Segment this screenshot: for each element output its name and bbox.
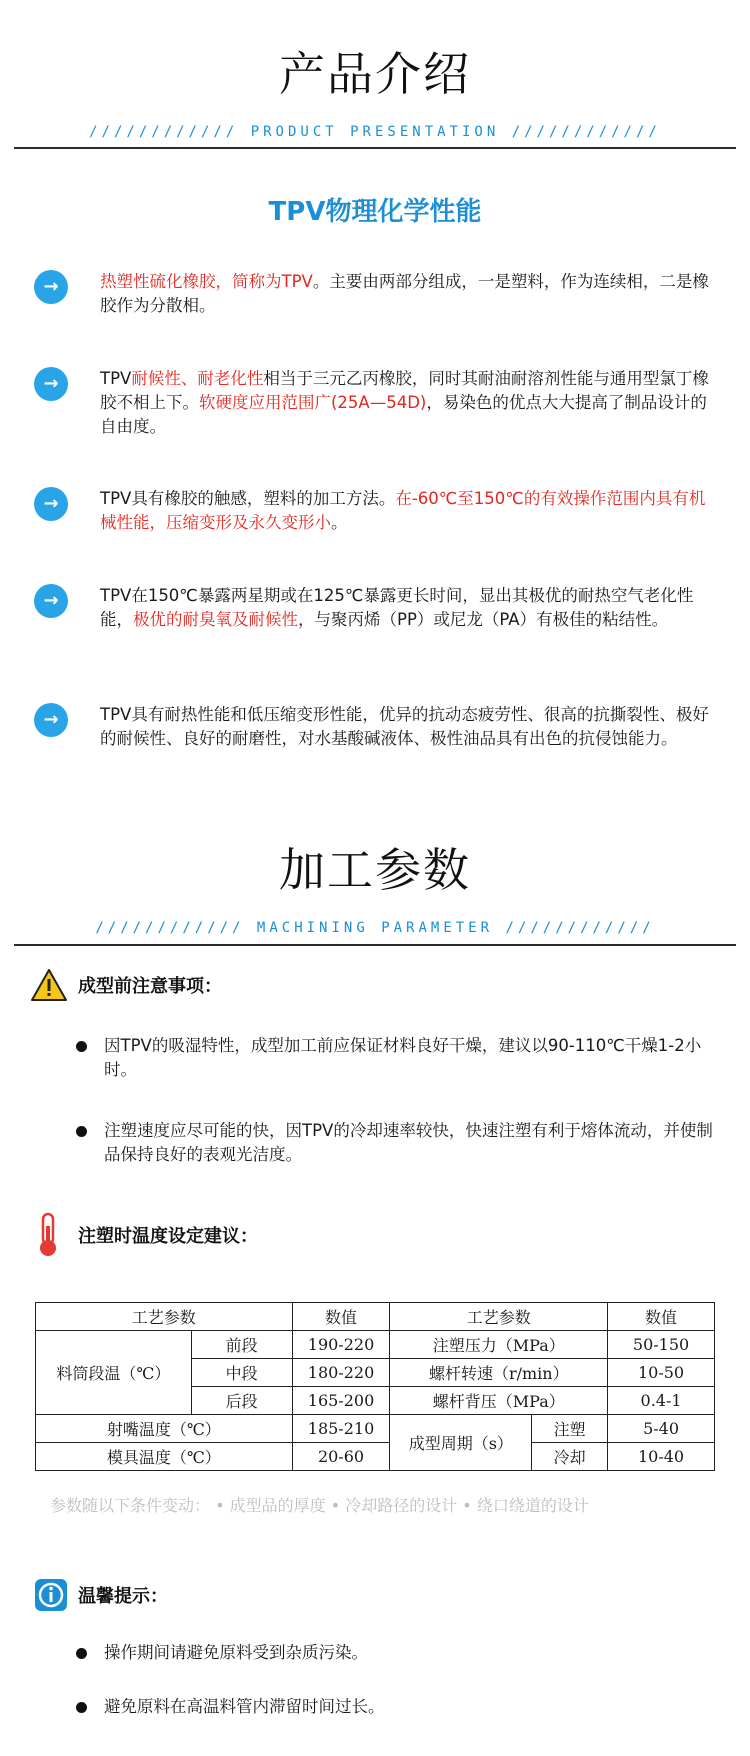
- product-section-title: 产品介绍: [279, 47, 471, 101]
- property-text: [100, 270, 720, 318]
- highlight-text: 耐候性、耐老化性: [131, 369, 264, 388]
- table-cell: 0.4-1: [608, 1387, 715, 1415]
- notice-heading-label: 成型前注意事项：: [78, 976, 222, 997]
- bullet-dot: [76, 1702, 87, 1713]
- notice-text: 注塑速度应尽可能的快，因TPV的冷却速率较快，快速注塑有利于熔体流动，并使制品保持良好的表观光洁度。: [104, 1121, 713, 1164]
- temp-heading-label: 注塑时温度设定建议：: [78, 1226, 258, 1247]
- bullet-dot: [76, 1041, 87, 1052]
- table-header-row: [36, 1303, 715, 1331]
- body-text: TPV具有耐热性能和低压缩变形性能，优异的抗动态疲劳性、很高的抗撕裂性、极好的耐候性、良好的耐磨性，对水基酸碱液体、极性油品具有出色的抗侵蚀能力。: [100, 705, 709, 748]
- body-text: ，易染色的优点大大提高了制品设计的自由度。: [100, 393, 707, 436]
- table-header-cell: 数值: [608, 1303, 715, 1331]
- table-cell: 5-40: [608, 1415, 715, 1443]
- table-cell: 模具温度（℃）: [36, 1443, 293, 1471]
- tpv-properties-title: TPV物理化学性能: [268, 197, 482, 227]
- bullet-dot: [76, 1648, 87, 1659]
- highlight-text: 极优的耐臭氧及耐候性: [133, 610, 298, 629]
- section-divider: [14, 944, 736, 946]
- parameter-conditions-note: 参数随以下条件变动： • 成型品的厚度 • 冷却路径的设计 • 绕口绕道的设计: [50, 1496, 589, 1515]
- arrow-right-icon: →: [34, 584, 68, 618]
- table-cell: 20-60: [292, 1443, 390, 1471]
- table-row: [36, 1415, 715, 1443]
- table-cell: 50-150: [608, 1331, 715, 1359]
- processing-section-title: 加工参数: [279, 843, 471, 897]
- product-section-subtitle: //////////// PRODUCT PRESENTATION ////////////: [89, 124, 661, 140]
- table-cell: 螺杆背压（MPa）: [390, 1387, 608, 1415]
- warning-icon: [30, 968, 68, 1002]
- arrow-right-icon: →: [34, 487, 68, 521]
- body-text: 。: [331, 513, 348, 532]
- table-cell: 165-200: [292, 1387, 390, 1415]
- body-text: TPV在150℃暴露两星期或在125℃暴露更长时间，显出其极优的耐热空气老化性能，: [100, 586, 694, 629]
- body-text: 相当于三元乙丙橡胶，同时其耐油耐溶剂性能与通用型氯丁橡胶不相上下。: [100, 369, 709, 412]
- table-cell: 冷却: [532, 1443, 608, 1471]
- table-cell: 料筒段温（℃）: [36, 1331, 192, 1415]
- table-cell: 注塑: [532, 1415, 608, 1443]
- property-text: [100, 487, 720, 535]
- tip-text: 避免原料在高温料管内滞留时间过长。: [104, 1697, 385, 1716]
- table-cell: 前段: [191, 1331, 292, 1359]
- body-text: TPV具有橡胶的触感，塑料的加工方法。: [100, 489, 396, 508]
- highlight-text: 软硬度应用范围广(25A—54D): [199, 393, 427, 412]
- table-cell: 中段: [191, 1359, 292, 1387]
- table-row: [36, 1331, 715, 1359]
- bullet-dot: [76, 1126, 87, 1137]
- notice-text: 因TPV的吸湿特性，成型加工前应保证材料良好干燥，建议以90-110℃干燥1-2小时。: [104, 1036, 702, 1079]
- table-cell: 190-220: [292, 1331, 390, 1359]
- table-header-cell: 工艺参数: [390, 1303, 608, 1331]
- body-text: 。主要由两部分组成，一是塑料，作为连续相，二是橡胶作为分散相。: [100, 272, 709, 315]
- tips-heading-label: 温馨提示：: [78, 1586, 168, 1607]
- table-cell: 10-40: [608, 1443, 715, 1471]
- property-text: [100, 703, 720, 751]
- table-cell: 10-50: [608, 1359, 715, 1387]
- thermometer-icon: [36, 1212, 60, 1258]
- highlight-text: 在-60℃至150℃的有效操作范围内具有机械性能，压缩变形及永久变形小: [100, 489, 706, 532]
- property-text: [100, 367, 720, 439]
- arrow-right-icon: →: [34, 367, 68, 401]
- table-cell: 螺杆转速（r/min）: [390, 1359, 608, 1387]
- body-text: ，与聚丙烯（PP）或尼龙（PA）有极佳的粘结性。: [298, 610, 669, 629]
- property-text: [100, 584, 720, 632]
- body-text: TPV: [100, 369, 132, 388]
- table-cell: 185-210: [292, 1415, 390, 1443]
- arrow-right-icon: →: [34, 270, 68, 304]
- table-cell: 180-220: [292, 1359, 390, 1387]
- highlight-text: 热塑性硫化橡胶，简称为TPV: [100, 272, 313, 291]
- table-cell: 注塑压力（MPa）: [390, 1331, 608, 1359]
- processing-section-subtitle: //////////// MACHINING PARAMETER ////////////: [95, 920, 655, 936]
- section-divider: [14, 147, 736, 149]
- info-icon: [34, 1578, 68, 1612]
- table-cell: 后段: [191, 1387, 292, 1415]
- tip-text: 操作期间请避免原料受到杂质污染。: [104, 1643, 368, 1662]
- arrow-right-icon: →: [34, 703, 68, 737]
- table-row: [36, 1443, 715, 1471]
- table-cell: 成型周期（s）: [390, 1415, 532, 1471]
- table-cell: 射嘴温度（℃）: [36, 1415, 293, 1443]
- table-header-cell: 工艺参数: [36, 1303, 293, 1331]
- processing-parameters-table: [35, 1302, 715, 1471]
- table-header-cell: 数值: [292, 1303, 390, 1331]
